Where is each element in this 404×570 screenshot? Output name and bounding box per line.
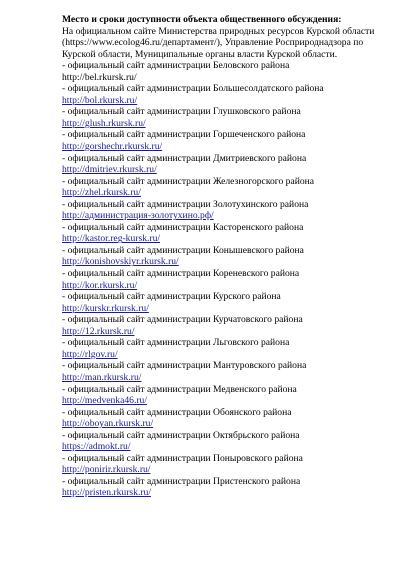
district-site-url-line: [62, 95, 398, 107]
district-site-url-line: [62, 326, 398, 338]
district-site-link[interactable]: http://gorshechr.rkursk.ru/: [62, 141, 163, 153]
district-site-label: - официальный сайт администрации Кореневского района: [62, 268, 300, 280]
district-site-label: - официальный сайт администрации Железногорского района: [62, 175, 315, 187]
district-site-url-line: [62, 210, 398, 222]
district-site-link[interactable]: http://rlgov.ru/: [62, 348, 118, 360]
district-site-label: - официальный сайт администрации Октябрьского района: [62, 429, 300, 441]
district-site-label: - официальный сайт администрации Касторенского района: [62, 221, 304, 233]
district-site-label: - официальный сайт администрации Глушковского района: [62, 106, 301, 118]
district-site-url-line: [62, 280, 398, 292]
district-site-link[interactable]: http://ponirir.rkursk.ru/: [62, 464, 151, 476]
district-site-link[interactable]: http://kor.rkursk.ru/: [62, 279, 138, 291]
district-site-link[interactable]: http://medvenka46.ru/: [62, 395, 147, 407]
district-site-link[interactable]: http://glush.rkursk.ru/: [62, 117, 146, 129]
district-site-label: - официальный сайт администрации Льговского района: [62, 337, 290, 349]
district-site-url-line: [62, 418, 398, 430]
district-site-label: - официальный сайт администрации Конышевского района: [62, 244, 304, 256]
district-site-link[interactable]: http://администрация-золотухино.рф/: [62, 210, 214, 222]
district-site-link[interactable]: https://admokt.ru/: [62, 441, 131, 453]
district-site-link[interactable]: http://12.rkursk.ru/: [62, 325, 135, 337]
district-site-url-line: [62, 349, 398, 361]
section-heading: Место и сроки доступности объекта общественного обсуждения:: [62, 14, 342, 25]
district-site-url-line: [62, 141, 398, 153]
district-site-url-line: [62, 372, 398, 384]
district-site-label: - официальный сайт администрации Курчатовского района: [62, 314, 303, 326]
district-site-label: - официальный сайт администрации Курского района: [62, 291, 281, 303]
district-site-url-line: [62, 233, 398, 245]
district-site-link[interactable]: http://zhel.rkursk.ru/: [62, 187, 141, 199]
district-site-label: - официальный сайт администрации Беловского района: [62, 60, 290, 72]
district-site-url-line: [62, 164, 398, 176]
district-site-url-line: [62, 303, 398, 315]
district-site-link[interactable]: http://kurskr.rkursk.ru/: [62, 302, 149, 314]
district-site-label: - официальный сайт администрации Пристенского района: [62, 475, 301, 487]
district-site-label: - официальный сайт администрации Обоянского района: [62, 406, 292, 418]
district-site-url-line: [62, 441, 398, 453]
district-site-label: - официальный сайт администрации Поныровского района: [62, 452, 303, 464]
district-site-url-line: [62, 256, 398, 268]
district-site-url-line: [62, 464, 398, 476]
district-site-link[interactable]: http://konishovskiyr.rkursk.ru/: [62, 256, 179, 268]
district-site-label: - официальный сайт администрации Большесолдатского района: [62, 83, 324, 95]
district-site-label: - официальный сайт администрации Мантуровского района: [62, 360, 307, 372]
district-site-link[interactable]: http://oboyan.rkursk.ru/: [62, 418, 154, 430]
district-site-url-line: [62, 118, 398, 130]
district-site-url-line: [62, 487, 398, 499]
district-site-link[interactable]: http://bol.rkursk.ru/: [62, 94, 138, 106]
district-site-label: - официальный сайт администрации Золотухинского района: [62, 198, 309, 210]
district-site-link: http://bel.rkursk.ru/: [62, 71, 137, 83]
district-site-link[interactable]: http://dmitriev.rkursk.ru/: [62, 164, 157, 176]
district-site-url-line: [62, 72, 398, 84]
intro-paragraph: На официальном сайте Министерства природных ресурсов Курской области (https://www.ecolog46.ru/департамент/), Управление Росприроднадзора по Курской области, Муниципальные органы власти Курской области.: [62, 25, 375, 60]
district-site-label: - официальный сайт администрации Медвенского района: [62, 383, 297, 395]
district-site-url-line: [62, 187, 398, 199]
district-site-link[interactable]: http://pristen.rkursk.ru/: [62, 487, 151, 499]
district-site-link[interactable]: http://man.rkursk.ru/: [62, 371, 142, 383]
district-site-link[interactable]: http://kastor.reg-kursk.ru/: [62, 233, 161, 245]
district-site-label: - официальный сайт администрации Дмитриевского района: [62, 152, 307, 164]
document-page: [62, 14, 398, 499]
district-sites-list: [62, 60, 398, 499]
district-site-label: - официальный сайт администрации Горшеченского района: [62, 129, 306, 141]
district-site-url-line: [62, 395, 398, 407]
